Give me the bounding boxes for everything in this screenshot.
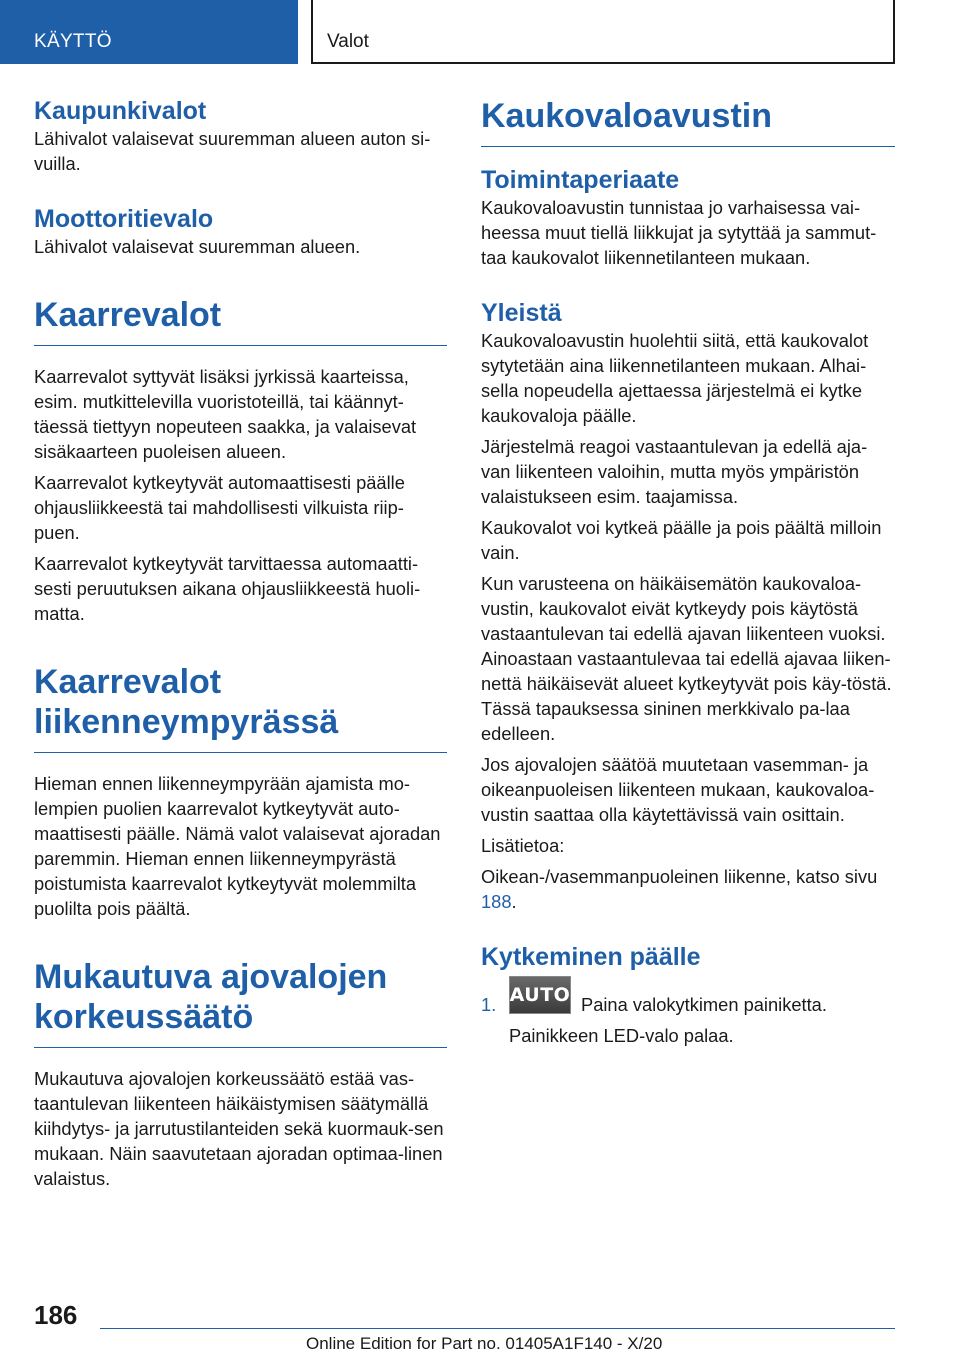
heading-kaupunkivalot: Kaupunkivalot	[34, 97, 207, 125]
page-link-188[interactable]: 188	[481, 891, 512, 912]
paragraph: Mukautuva ajovalojen korkeussäätö estää vas‐taantulevan liikenteen häikäistymisen säätymällä kiihdytys- ja jarrutustilanteiden sekä kuormauk‐sen mukaan. Näin saavutetaan ajoradan optimaa‐linen valaistus.	[34, 1068, 444, 1189]
paragraph: Jos ajovalojen säätöä muutetaan vasemman- ja oikeanpuoleisen liikenteen mukaan, kaukovaloa‐vustin saattaa olla käytettävissä vain osittain.	[481, 754, 875, 825]
paragraph: Kaukovaloavustin tunnistaa jo varhaisessa vai‐heessa muut tiellä liikkujat ja sytyttää ja sammut‐taa kaukovalot liikennetilanteen mukaan.	[481, 197, 877, 268]
reference-end: .	[511, 891, 517, 912]
footer-divider	[100, 1328, 895, 1329]
step-text: Paina valokytkimen painiketta.	[581, 994, 827, 1015]
paragraph: Kaarrevalot syttyvät lisäksi jyrkissä kaarteissa, esim. mutkittelevilla vuoristoteillä, tai käännyt‐täessä tiettyyn nopeuteen saakka, ja valaisevat sisäkaarteen puoleisen alueen.	[34, 366, 417, 462]
paragraph: Järjestelmä reagoi vastaantulevan ja edellä aja‐van liikenteen valoihin, mutta myös ympäristön valaistukseen esim. taajamissa.	[481, 436, 868, 507]
heading-liikenneympyra: Kaarrevalot liikenneympyrässä	[34, 662, 447, 753]
chapter-tab[interactable]: KÄYTTÖ	[0, 0, 298, 64]
paragraph: Kun varusteena on häikäisemätön kaukovaloa‐vustin, kaukovalot eivät kytkeydy pois käytöstä vastaantulevan tai edellä ajavan liikenteen vuoksi. Ainoastaan vastaantulevaa tai edellä ajavaa liiken‐nettä häikäisevät alueet kytkeytyvät pois käy‐töstä. Tässä tapauksessa sininen merkkivalo pa‐laa edelleen.	[481, 573, 892, 744]
paragraph: Lähivalot valaisevat suuremman alueen.	[34, 236, 361, 257]
auto-button-icon: AUTO	[509, 976, 571, 1014]
heading-korkeussaato: Mukautuva ajovalojen korkeussäätö	[34, 957, 447, 1048]
section-header: Valot	[311, 0, 895, 64]
heading-kaarrevalot: Kaarrevalot	[34, 295, 447, 346]
step-1	[481, 976, 895, 1017]
step-number: 1.	[481, 994, 497, 1015]
heading-kaukovaloavustin: Kaukovaloavustin	[481, 96, 895, 147]
right-column	[481, 96, 895, 1048]
paragraph: Kaukovalot voi kytkeä päälle ja pois päältä milloin vain.	[481, 517, 882, 563]
heading-toimintaperiaate: Toimintaperiaate	[481, 166, 680, 194]
paragraph: Kaarrevalot kytkeytyvät tarvittaessa automaatti‐sesti peruutuksen aikana ohjausliikkeestä huoli‐matta.	[34, 553, 421, 624]
paragraph: Kaarrevalot kytkeytyvät automaattisesti päälle ohjausliikkeestä tai mahdollisesti vilkuista riip‐puen.	[34, 472, 405, 543]
reference-text: Oikean-/vasemmanpuoleinen liikenne, katso sivu	[481, 866, 878, 887]
paragraph: Hieman ennen liikenneympyrään ajamista mo‐lempien puolien kaarrevalot kytkeytyvät auto‐maattisesti päälle. Nämä valot valaisevat ajoradan paremmin. Hieman ennen liikenneympyrästä poistumista kaarrevalot kytkeytyvät molemmilta puolilta pois päältä.	[34, 773, 441, 919]
step-result: Painikkeen LED-valo palaa.	[509, 1025, 734, 1046]
paragraph: Lisätietoa:	[481, 835, 565, 856]
page-number: 186	[34, 1300, 78, 1330]
left-column	[34, 96, 447, 1197]
paragraph	[481, 864, 895, 914]
footer-edition: Online Edition for Part no. 01405A1F140 - X/20	[306, 1334, 663, 1353]
paragraph: Kaukovaloavustin huolehtii siitä, että kaukovalot sytytetään aina liikennetilanteen mukaan. Alhai‐sella nopeudella ajettaessa järjestelmä ei kytke kaukovaloja päälle.	[481, 330, 869, 426]
heading-kytkeminen: Kytkeminen päälle	[481, 943, 701, 971]
heading-moottoritievalo: Moottoritievalo	[34, 205, 214, 233]
heading-yleista: Yleistä	[481, 299, 562, 327]
paragraph: Lähivalot valaisevat suuremman alueen auton si‐vuilla.	[34, 128, 431, 174]
